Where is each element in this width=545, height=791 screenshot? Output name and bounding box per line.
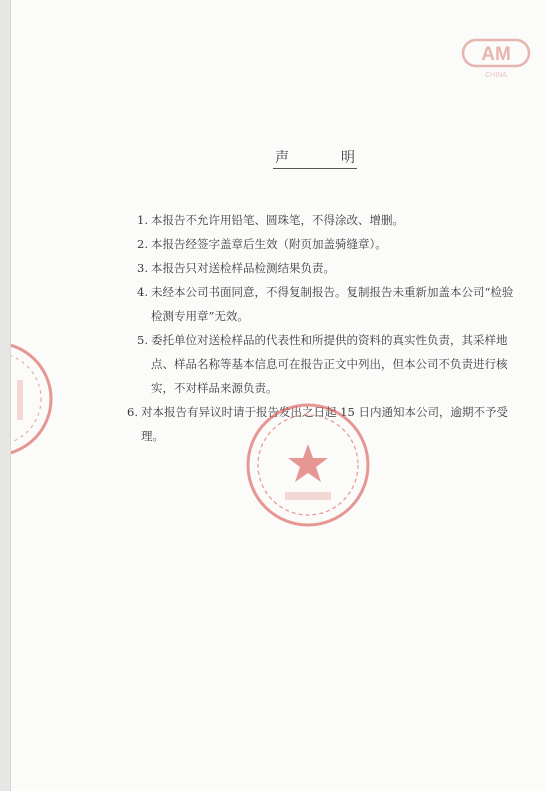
statement-item <box>137 280 517 328</box>
scan-edge <box>0 0 10 791</box>
statement-item <box>137 232 517 256</box>
item-text: 本报告只对送检样品检测结果负责。 <box>151 261 335 275</box>
item-text: 本报告不允许用铅笔、圆珠笔，不得涂改、增删。 <box>151 213 404 227</box>
item-text: 未经本公司书面同意，不得复制报告。复制报告未重新加盖本公司“检验检测专用章”无效。 <box>151 285 514 323</box>
item-number: 5. <box>137 333 148 347</box>
statement-item <box>137 256 517 280</box>
statement-item <box>137 208 517 232</box>
partial-seal-stamp <box>10 340 57 458</box>
item-text: 对本报告有异议时请于报告发出之日起 15 日内通知本公司，逾期不予受理。 <box>141 405 508 443</box>
company-logo <box>459 36 537 80</box>
item-text: 本报告经签字盖章后生效（附页加盖骑缝章）。 <box>151 237 387 251</box>
item-number: 2. <box>137 237 148 251</box>
item-text: 委托单位对送检样品的代表性和所提供的资料的真实性负责，其采样地点、样品名称等基本信息可在报告正文中列出，但本公司不负责进行核实，不对样品来源负责。 <box>151 333 508 395</box>
item-number: 4. <box>137 285 148 299</box>
item-number: 1. <box>137 213 148 227</box>
page-title: 声 明 <box>273 147 357 169</box>
svg-text:CHINA: CHINA <box>485 72 507 79</box>
document-page <box>10 0 545 791</box>
bleed-through-text <box>161 125 164 136</box>
svg-text:AM: AM <box>481 44 511 65</box>
official-seal-stamp <box>243 400 373 530</box>
item-number: 3. <box>137 261 148 275</box>
item-number: 6. <box>127 405 138 419</box>
statement-item <box>137 328 517 400</box>
